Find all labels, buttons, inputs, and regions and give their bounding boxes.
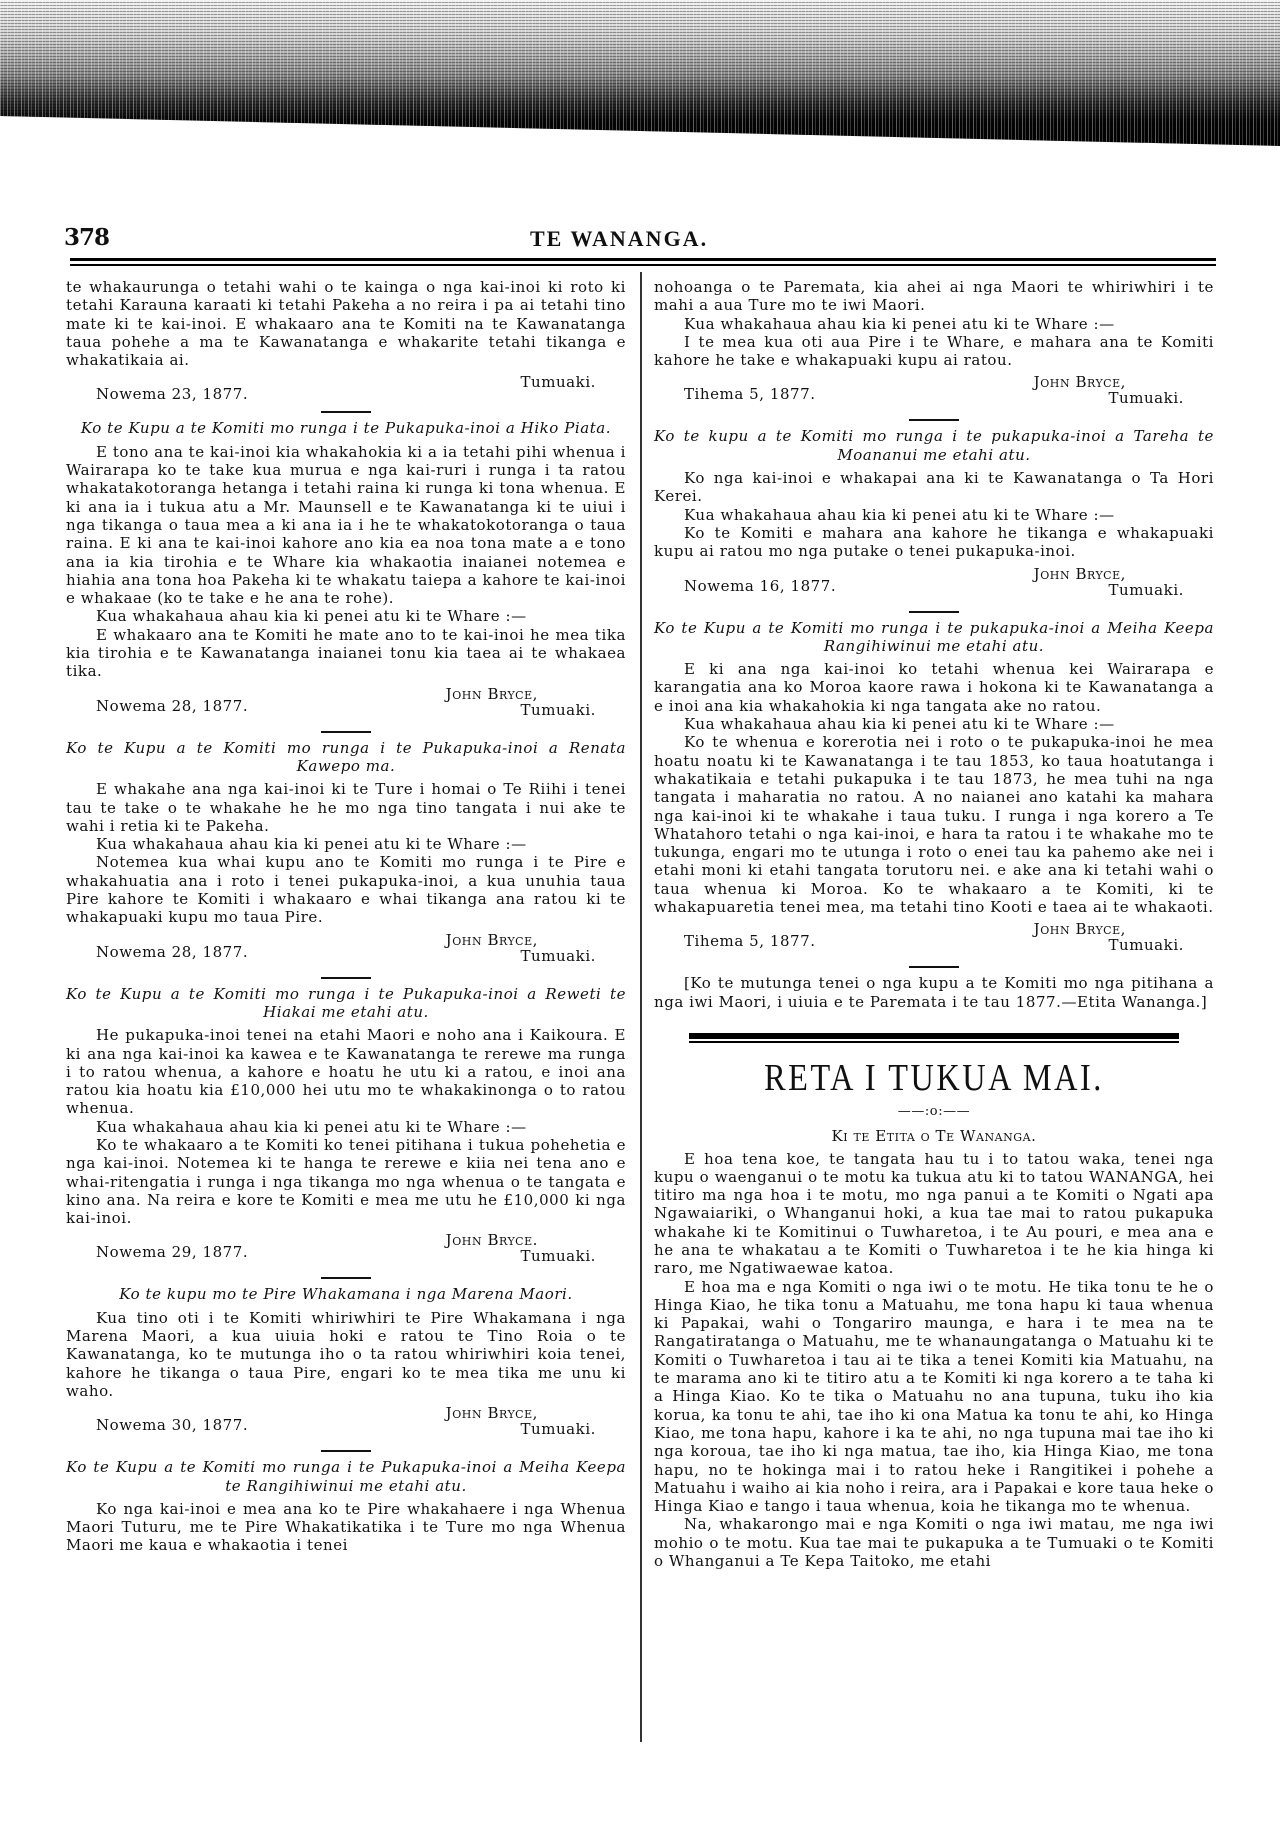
- signatory-name: John Bryce,: [445, 930, 538, 949]
- report-paragraph: Kua tino oti i te Komiti whiriwhiri te Pire Whakamana i nga Marena Maori, a kua uiuia hoki e ratou te Tino Roia o te Kawanatanga, ko te mutunga iho o ta ratou whiriwhiri koia tenei, kahore he tikanga o taua Pire, engari ko te mea tika me unu ki waho.: [66, 1308, 626, 1400]
- section-divider: [321, 1277, 371, 1279]
- report-section: [654, 611, 1214, 959]
- report-date: Nowema 28, 1877.: [96, 696, 249, 715]
- report-paragraph: E whakaaro ana te Komiti he mate ano to te kai-inoi he mea tika kia tirohia e te Kawanatanga inaianei tonu kia taea ai te whakaea tika.: [66, 625, 626, 681]
- report-paragraph: Kua whakahaua ahau kia ki penei atu ki te Whare :—: [96, 1117, 527, 1136]
- report-paragraph: Ko nga kai-inoi e whakapai ana ki te Kawanatanga o Ta Hori Kerei.: [654, 469, 1214, 506]
- report-paragraph: E whakahe ana nga kai-inoi ki te Ture i homai o Te Riihi i tenei tau te take o te whakahe he he mo nga tino tangata i nui ake te wahi i retia ki te Pakeha.: [66, 780, 626, 835]
- report-paragraph: Kua whakahaua ahau kia ki penei atu ki te Whare :—: [96, 607, 527, 626]
- section-divider: [321, 1450, 371, 1452]
- section-divider: [909, 966, 959, 968]
- report-section: [66, 278, 626, 403]
- signatory-title: Tumuaki.: [1108, 389, 1184, 408]
- report-heading: Ko te Kupu a te Komiti mo runga i te pukapuka-inoi a Meiha Keepa Rangihiwinui me etahi atu.: [654, 618, 1214, 655]
- header-rule-thin: [70, 264, 1216, 266]
- letter-section-title: RETA I TUKUA MAI.: [764, 1056, 1104, 1099]
- report-section: [66, 977, 626, 1270]
- report-heading: Ko te kupu a te Komiti mo runga i te pukapuka-inoi a Tareha te Moananui me etahi atu.: [654, 427, 1214, 464]
- signatory-name: John Bryce,: [1033, 373, 1126, 392]
- signatory-name: John Bryce,: [1033, 920, 1126, 939]
- report-paragraph: Ko te whakaaro a te Komiti ko tenei pitihana i tukua pohehetia e nga kai-inoi. Notemea ki te hanga te rerewe e kiia nei tena ano e whai-ritengatia i runga i nga tikanga mo nga whenua o te tangata e kino ana. Na reira e kore te Komiti e mea me utu he £10,000 ki nga kai-inoi.: [66, 1135, 626, 1228]
- letter-rule-thin: [689, 1041, 1179, 1043]
- signatory-name: John Bryce,: [1033, 564, 1126, 583]
- editor-note: [Ko te mutunga tenei o nga kupu a te Komiti mo nga pitihana a nga iwi Maori, i uiuia e te Paremata i te tau 1877.—Etita Wananga.]: [654, 974, 1214, 1011]
- report-paragraph: He pukapuka-inoi tenei na etahi Maori e noho ana i Kaikoura. E ki ana nga kai-inoi ka kawea e te Kawanatanga te rerewe ma runga i to ratou whenua, a kahore e hoatu he utu ki a ratou, e inoi ana ratou kia hoatu kia £10,000 hei utu mo te whakakinonga o to ratou whenua.: [66, 1026, 626, 1118]
- signatory-title: Tumuaki.: [520, 1420, 596, 1439]
- column-divider: [640, 272, 642, 1742]
- ornament-divider: ——:o:——: [897, 1103, 971, 1119]
- letter-salutation: Ki te Etita o Te Wananga.: [831, 1127, 1037, 1146]
- letter-paragraph: E hoa ma e nga Komiti o nga iwi o te motu. He tika tonu te he o Hinga Kiao, he tika tonu a Matuahu, me tona hapu ki taua whenua ki Papakai, wahi o Tongariro maunga, e hara i te mea na te Rangatiratanga o Matuahu, me te whanaungatanga o Matuahu ki te Komiti o Tuwharetoa i tau ai te tika a tenei Komiti kia Matuahu, na te marama ano ki te titiro atu a te Komiti ki nga korero a te taha ki a Hinga Kiao. Ko te tika o Matuahu no ana tupuna, tuku iho kia korua, ka tonu te ahi, tae iho ki ona Matua ka tonu te ahi, ko Hinga Kiao, me tona hapu, kahore i ka te ahi, no nga tupuna mai tae iho ki nga koroua, tae iho ki nga matua, tae iho, kia Hinga Kiao, me tona hapu, no te hokinga mai i to ratou heke i Rangitikei i pohehe a Matuahu i waiho ai kia noho i reira, ara i Papakai e kore taua heke o Hinga Kiao e tango i taua whenua, koia he tikanga mo te whenua.: [654, 1277, 1215, 1516]
- letter-paragraph: E hoa tena koe, te tangata hau tu i to tatou waka, tenei nga kupu o waenganui o te motu ka tukua atu ki to tatou WANANGA, hei titiro ma nga hoa i te motu, mo nga panui a te Komiti o Ngati apa Ngawaiariki, o Whanganui hoki, a kua tae mai to ratou pukapuka whakahe ki te Komitinui o Tuwharetoa, i te Au pouri, e mea ana e he ana te whakatau a te Komiti o Tuwharetoa i te he kia hinga ki raro, me Ngatiwaewae katoa.: [654, 1149, 1214, 1278]
- report-paragraph: Ko nga kai-inoi e mea ana ko te Pire whakahaere i nga Whenua Maori Tuturu, me te Pire Whakatikatika i te Ture mo nga Whenua Maori me kaua e whakaotia i tenei: [66, 1499, 626, 1555]
- signatory-title: Tumuaki.: [1108, 936, 1184, 955]
- report-section: [66, 1277, 626, 1442]
- section-divider: [909, 611, 959, 613]
- report-heading: Ko te Kupu a te Komiti mo runga i te Pukapuka-inoi a Reweti te Hiakai me etahi atu.: [66, 984, 626, 1021]
- signature-block: [654, 373, 1214, 411]
- report-paragraph: E tono ana te kai-inoi kia whakahokia ki a ia tetahi pihi whenua i Wairarapa ko te take kua murua e nga kai-ruri i runga i ta ratou whakatakotoranga hetanga i tetahi raina ki runga ki tona whenua. E ki ana ia i tukua atu a Mr. Maunsell e te Kawanatanga ki te uiui i nga tikanga o taua mea a ki ana ia i he te whakatokotoranga o taua raina. E ki ana te kai-inoi kahore ano kia ea noa tona mate a e tono ana ia kia tirohia e te Whare kia whakaotia inaianei notemea e hiahia ana tona hoa Pakeha ki te whakatu taiepa a kahore te kai-inoi e whakaae (ko te take e he ana te rohe).: [66, 442, 626, 608]
- signatory-name: John Bryce,: [445, 1404, 538, 1423]
- right-column: [654, 278, 1214, 1570]
- signature-block: [654, 920, 1214, 958]
- section-divider: [321, 977, 371, 979]
- page-number: 378: [64, 224, 110, 251]
- report-paragraph: Ko te whenua e korerotia nei i roto o te pukapuka-inoi he mea hoatu noatu ki te Kawanatanga i te tau 1853, ko taua hoatutanga i whakatikaia e tetahi pukapuka i te tau 1873, he mea tuhi na nga tangata i maharatia no ratou. A no naianei ano katahi ka mahara nga kai-inoi ki te whakahe i taua tuku. I runga i nga korero a Te Whatahoro tetahi o nga kai-inoi, e hara ta ratou i te whakahe mo te tukunga, engari mo te utunga i roto o enei tau ka pahemo ake nei i etahi moni ki etahi tangata torutoru nei. e ake ana ki tetahi wahi o taua whenua ki Moroa. Ko te whakaaro a te Komiti, ki te whakapuaretia tenei mea, ma tetahi tino Kooti e taea ai te whakaoti.: [654, 733, 1214, 917]
- report-date: Nowema 28, 1877.: [96, 942, 249, 961]
- report-paragraph: Kua whakahaua ahau kia ki penei atu ki te Whare :—: [684, 715, 1115, 734]
- section-divider: [321, 731, 371, 733]
- report-date: Nowema 30, 1877.: [96, 1416, 249, 1435]
- header-rule: [70, 258, 1216, 261]
- left-column: [66, 278, 626, 1555]
- signatory-title: Tumuaki.: [520, 373, 596, 392]
- report-paragraph: te whakaurunga o tetahi wahi o te kainga o nga kai-inoi ki roto ki tetahi Karauna karaati ki tetahi Pakeha a no reira i pa ai tetahi tino mate ki te kai-inoi. E whakaaro ana te Komiti na te Kawanatanga taua pohehe a ma te Kawanatanga e whakarite tetahi tikanga e whakatikaia ai.: [66, 278, 626, 370]
- report-heading: Ko te kupu mo te Pire Whakamana i nga Marena Maori.: [119, 1285, 573, 1304]
- report-date: Nowema 23, 1877.: [96, 385, 249, 404]
- report-date: Nowema 29, 1877.: [96, 1243, 249, 1262]
- report-paragraph: Notemea kua whai kupu ano te Komiti mo runga i te Pire e whakahuatia ana i roto i tenei pukapuka-inoi, a kua unuhia taua Pire kahore te Komiti i whakaaro e whai tikanga ana ratou ki te whakapuaki kupu mo taua Pire.: [66, 853, 626, 927]
- letter-rule: [689, 1033, 1179, 1039]
- report-heading: Ko te Kupu a te Komiti mo runga i te Pukapuka-inoi a Renata Kawepo ma.: [66, 738, 626, 775]
- report-section: [66, 411, 626, 722]
- report-paragraph: nohoanga o te Paremata, kia ahei ai nga Maori te whiriwhiri i te mahi a aua Ture mo te iwi Maori.: [654, 278, 1214, 315]
- signature-block: [66, 931, 626, 969]
- signature-block: [654, 565, 1214, 603]
- newspaper-title: TE WANANGA.: [530, 226, 709, 251]
- signatory-title: Tumuaki.: [520, 700, 596, 719]
- report-paragraph: E ki ana nga kai-inoi ko tetahi whenua kei Wairarapa e karangatia ana ko Moroa kaore rawa i hokona ki te Kawanatanga a e inoi ana kia whakahokia ki nga tangata ake no ratou.: [654, 660, 1214, 715]
- report-section: [654, 278, 1214, 411]
- signature-block: [66, 1231, 626, 1269]
- letter-body: [654, 1150, 1214, 1571]
- signatory-name: John Bryce.: [445, 1231, 538, 1250]
- report-paragraph: Kua whakahaua ahau kia ki penei atu ki te Whare :—: [96, 835, 527, 854]
- report-paragraph: I te mea kua oti aua Pire i te Whare, e mahara ana te Komiti kahore he take e whakapuaki kupu ai ratou.: [654, 332, 1214, 370]
- signature-block: [66, 373, 626, 403]
- signatory-title: Tumuaki.: [1108, 580, 1184, 599]
- report-section: [66, 731, 626, 969]
- report-section: [654, 419, 1214, 602]
- section-divider: [909, 419, 959, 421]
- letter-paragraph: Na, whakarongo mai e nga Komiti o nga iwi matau, me nga iwi mohio o te motu. Kua tae mai te pukapuka a te Tumuaki o te Komiti o Whanganui a Te Kepa Taitoko, me etahi: [654, 1515, 1214, 1571]
- signature-block: [66, 685, 626, 723]
- section-divider: [321, 411, 371, 413]
- report-date: Tihema 5, 1877.: [684, 932, 816, 951]
- report-date: Nowema 16, 1877.: [684, 576, 837, 595]
- signatory-title: Tumuaki.: [520, 1247, 596, 1266]
- report-section: [66, 1450, 626, 1554]
- report-paragraph: Kua whakahaua ahau kia ki penei atu ki te Whare :—: [684, 314, 1115, 333]
- scanned-page-edge: [0, 0, 1280, 150]
- report-heading: Ko te Kupu a te Komiti mo runga i te Pukapuka-inoi a Meiha Keepa te Rangihiwinui me etahi atu.: [66, 1458, 626, 1495]
- signatory-name: John Bryce,: [445, 684, 538, 703]
- signatory-title: Tumuaki.: [520, 946, 596, 965]
- report-heading: Ko te Kupu a te Komiti mo runga i te Pukapuka-inoi a Hiko Piata.: [80, 419, 612, 438]
- committee-reports: [654, 278, 1214, 958]
- report-paragraph: Kua whakahaua ahau kia ki penei atu ki te Whare :—: [684, 505, 1115, 524]
- report-paragraph: Ko te Komiti e mahara ana kahore he tikanga e whakapuaki kupu ai ratou mo nga putake o tenei pukapuka-inoi.: [654, 523, 1214, 561]
- signature-block: [66, 1404, 626, 1442]
- report-date: Tihema 5, 1877.: [684, 385, 816, 404]
